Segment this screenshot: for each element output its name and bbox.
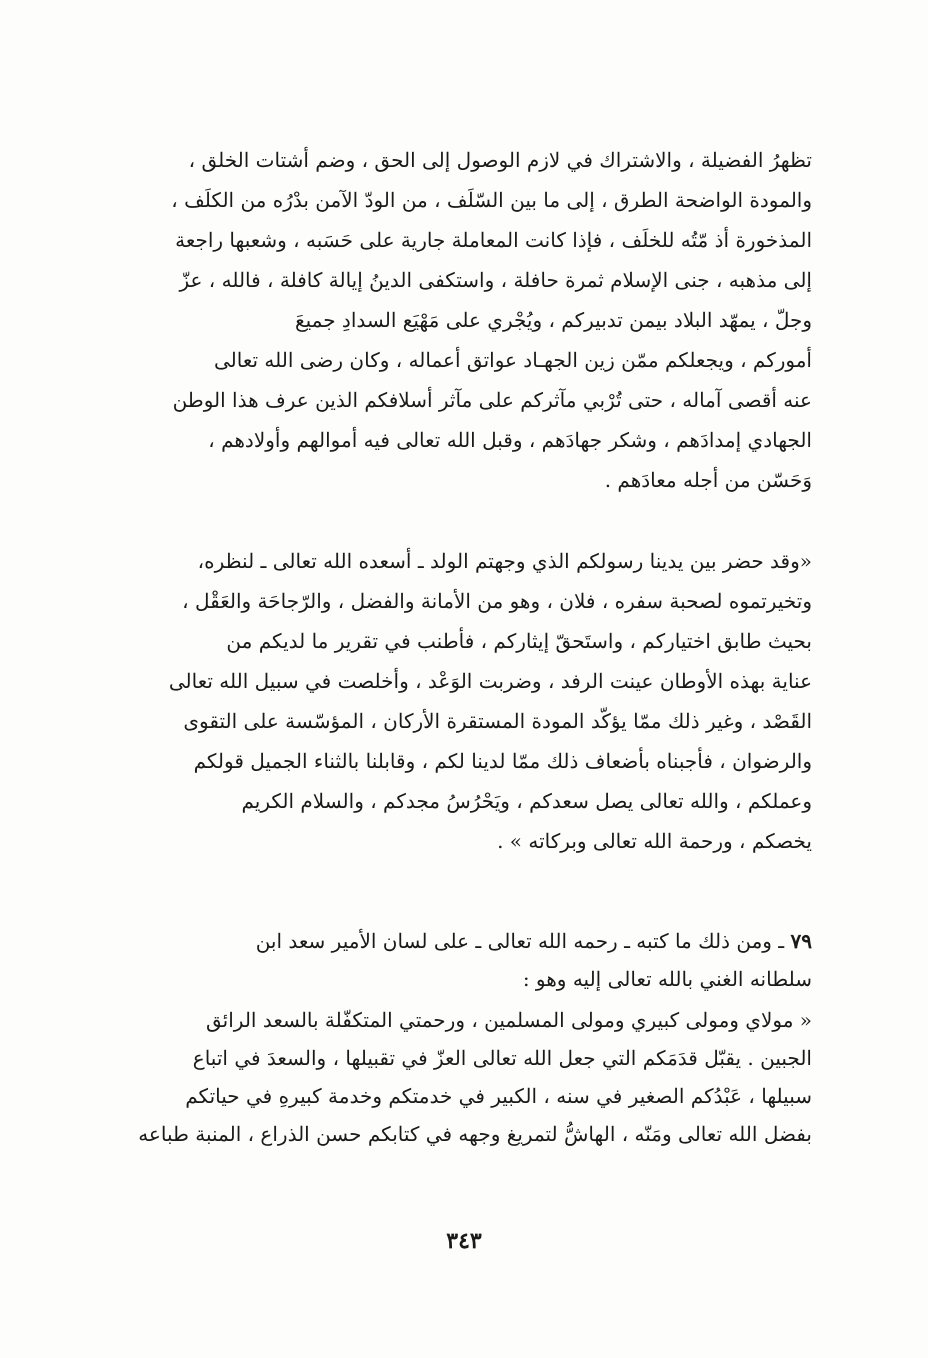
text-line: وجلّ ، يمهّد البلاد بيمن تدبيركم ، ويُجْري على مَهْيَع السدادِ جميعَ [294, 308, 812, 332]
paragraph-2 [128, 541, 812, 861]
text-line: بحيث طابق اختياركم ، واستَحقّ إيثاركم ، فأطنب في تقرير ما لديكم من [226, 629, 812, 653]
text-line: الجهادي إمدادَهم ، وشكر جهادَهم ، وقبل الله تعالى فيه أموالهم وأولادهم ، [208, 428, 812, 452]
text-line: وعملكم ، والله تعالى يصل سعدكم ، ويَحْرُسُ مجدكم ، والسلام الكريم [241, 789, 812, 813]
text-line: « مولاي ومولى كبيري ومولى المسلمين ، ورحمتي المتكفّلة بالسعد الرائق [205, 1008, 812, 1032]
text-line [128, 922, 812, 960]
text-line: أموركم ، ويجعلكم ممّن زين الجهـاد عواتق أعماله ، وكان رضى الله تعالى [213, 348, 812, 372]
text-line: «وقد حضر بين يدينا رسولكم الذي وجهتم الولد ـ أسعده الله تعالى ـ لنظره، [197, 549, 812, 573]
paragraph-1 [128, 140, 812, 500]
text-line: إلى مذهبه ، جنى الإسلام ثمرة حافلة ، واستكفى الدينُ إيالة كافلة ، فالله ، عزّ [179, 268, 812, 292]
text-line: وَحَسّن من أجله معادَهم . [604, 468, 812, 492]
text-line: والرضوان ، فأجبناه بأضعاف ذلك ممّا لدينا لكم ، وقابلنا بالثناء الجميل قولكم [193, 749, 812, 773]
text-line: الجبين . يقبّل قدَمَكم التي جعل الله تعالى العزّ في تقبيلها ، والسعدَ في اتباع [192, 1046, 812, 1070]
text-line: المذخورة أذ مّتُه للخلَف ، فإذا كانت المعاملة جارية على حَسَبه ، وشعبها راجعة [175, 228, 812, 252]
text-line: عنه أقصى آماله ، حتى تُرْبي مآثركم على مآثر أسلافكم الذين عرف هذا الوطن [172, 388, 812, 412]
text-line: سلطانه الغني بالله تعالى إليه وهو : [522, 967, 812, 991]
paragraph-3 [128, 922, 812, 998]
text-line: والمودة الواضحة الطرق ، إلى ما بين السّلَف ، من الودّ الآمن بدْرُه من الكلَف ، [171, 188, 812, 212]
text-line: وتخيرتموه لصحبة سفره ، فلان ، وهو من الأمانة والفضل ، والرّجاحَة والعَقْل ، [182, 589, 812, 613]
text-line-content: ـ ومن ذلك ما كتبه ـ رحمه الله تعالى ـ على لسان الأمير سعد ابن [255, 929, 785, 953]
text-line: بفضل الله تعالى ومَنّه ، الهاشُّ لتمريغ وجهه في كتابكم حسن الذراع ، المنبة طباعه [138, 1122, 812, 1146]
text-line: القَصْد ، وغير ذلك ممّا يؤكّد المودة المستقرة الأركان ، المؤسّسة على التقوى [183, 709, 812, 733]
text-line: سبيلها ، عَبْدُكم الصغير في سنه ، الكبير في خدمتكم وخدمة كبيرهِ في حياتكم [185, 1084, 812, 1108]
page-number: ٣٤٣ [446, 1228, 482, 1254]
item-number: ٧٩ [790, 929, 812, 953]
text-line: يخصكم ، ورحمة الله تعالى وبركاته » . [497, 829, 812, 853]
text-line: عناية بهذه الأوطان عينت الرفد ، وضربت الوَعْد ، وأخلصت في سبيل الله تعالى [168, 669, 812, 693]
text-line: تظهرُ الفضيلة ، والاشتراك في لازم الوصول إلى الحق ، وضم أشتات الخلق ، [188, 148, 812, 172]
paragraph-4 [128, 1001, 812, 1153]
